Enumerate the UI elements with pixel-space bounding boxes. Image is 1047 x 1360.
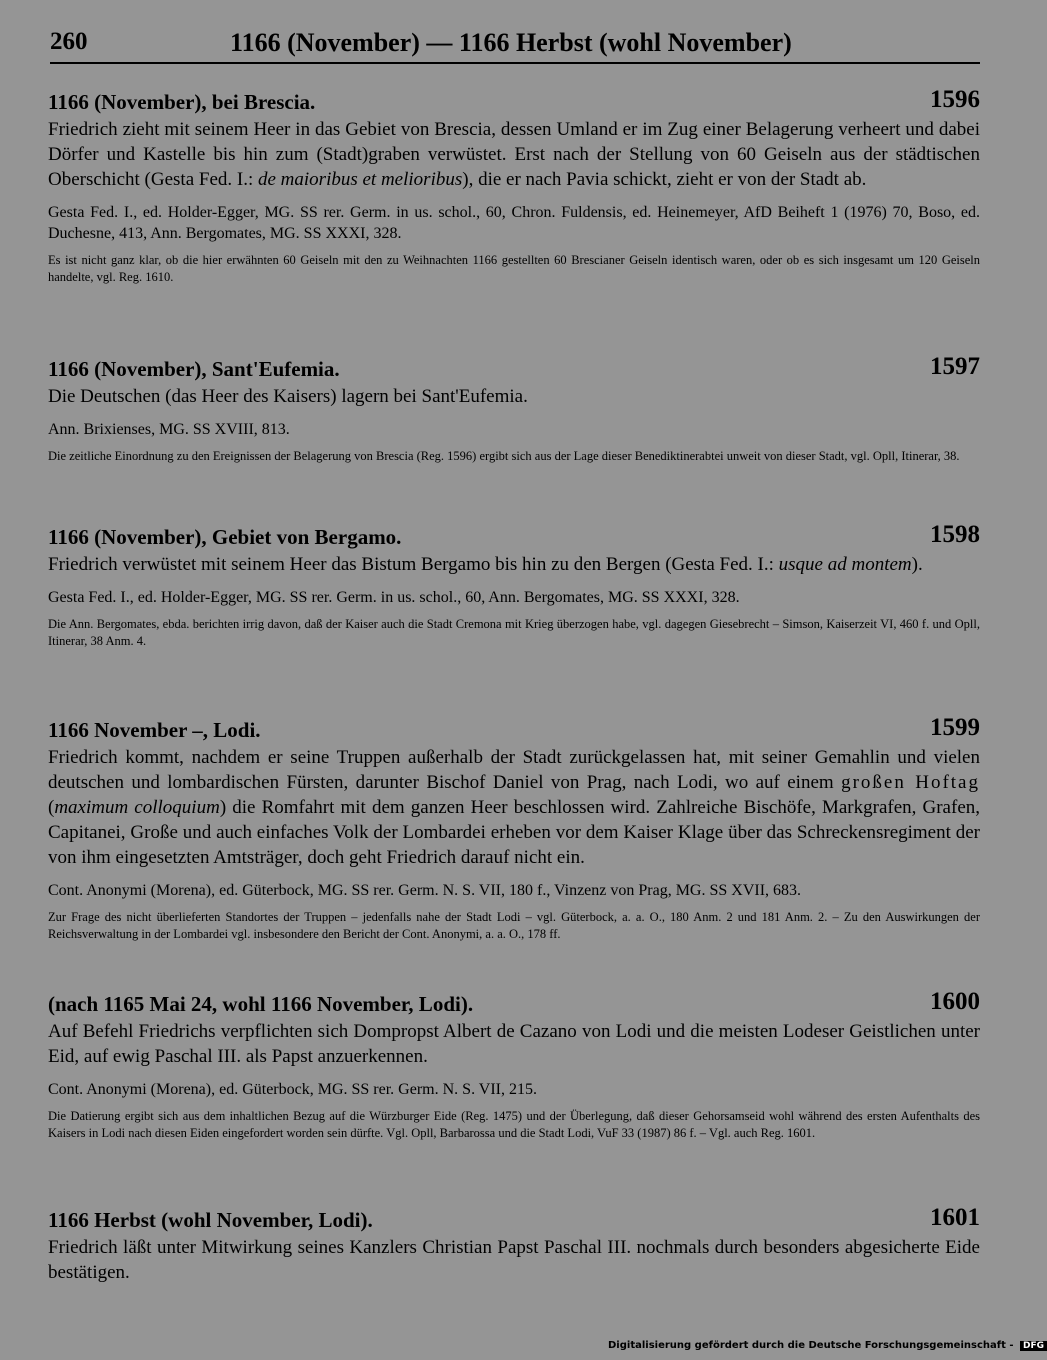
entry-title: (nach 1165 Mai 24, wohl 1166 November, Lodi). [48,992,474,1016]
entry-sources: Cont. Anonymi (Morena), ed. Güterbock, MG. SS rer. Germ. N. S. VII, 215. [48,1081,537,1098]
regest-entry-1597 [48,353,980,465]
entry-note: Die Datierung ergibt sich aus dem inhaltlichen Bezug auf die Würzburger Eide (Reg. 1475) und der Überlegung, daß dieser Gehorsamseid wohl während des ersten Aufenthalts des Kaisers in Lodi nach diesen Eiden eingefordert worden sein dürfte. Vgl. Opll, Barbarossa und die Stadt Lodi, VuF 33 (1987) 86 f. – Vgl. auch Reg. 1601. [48,1109,980,1140]
entry-title: 1166 (November), bei Brescia. [48,90,316,114]
entry-number: 1596 [930,86,980,113]
regest-entry-1599 [48,714,980,943]
page-number: 260 [50,28,88,55]
entry-note: Die zeitliche Einordnung zu den Ereignissen der Belagerung von Brescia (Reg. 1596) ergibt sich aus der Lage dieser Benediktinerabtei unweit von dieser Stadt, vgl. Opll, Itinerar, 38. [48,449,960,463]
entry-title: 1166 (November), Gebiet von Bergamo. [48,525,402,549]
regest-entry-1601 [48,1204,980,1285]
body-quote: usque ad montem [778,554,912,575]
entry-heading [48,521,980,549]
entry-number: 1600 [930,988,980,1015]
entry-number: 1597 [930,353,980,380]
regest-entry-1598 [48,521,980,650]
entry-sources: Gesta Fed. I., ed. Holder-Egger, MG. SS rer. Germ. in us. schol., 60, Ann. Bergomates, MG. SS XXXI, 328. [48,589,740,606]
body-text: ) die Romfahrt mit dem ganzen Heer beschlossen wird. Zahlreiche Bischöfe, Markgrafen, Grafen, Capitanei, Große und auch einfaches Volk der Lombardei erheben vor dem Kaiser Klage über das Schreckensregiment der von ihm eingesetzten Amtsträger, doch geht Friedrich darauf nicht ein. [48,797,980,868]
entry-sources: Gesta Fed. I., ed. Holder-Egger, MG. SS rer. Germ. in us. schol., 60, Chron. Fuldensis, ed. Heinemeyer, AfD Beiheft 1 (1976) 70, Boso, ed. Duchesne, 413, Ann. Bergomates, MG. SS XXXI, 328. [48,204,980,242]
entry-note: Zur Frage des nicht überlieferten Standortes der Truppen – jedenfalls nahe der Stadt Lodi – vgl. Güterbock, a. a. O., 180 Anm. 2 und 181 Anm. 2. – Zu den Auswirkungen der Reichsverwaltung in der Lombardei vgl. insbesondere den Bericht der Cont. Anonymi, a. a. O., 178 ff. [48,910,980,941]
entry-number: 1599 [930,714,980,741]
entry-heading [48,1204,980,1232]
entry-sources: Ann. Brixienses, MG. SS XVIII, 813. [48,421,290,438]
entry-body: Auf Befehl Friedrichs verpflichten sich Dompropst Albert de Cazano von Lodi und die meisten Lodeser Geistlichen unter Eid, auf ewig Paschal III. als Papst anzuerkennen. [48,1021,980,1067]
regest-entry-1596 [48,86,980,286]
entry-number: 1601 [930,1204,980,1231]
entry-heading [48,86,980,114]
dfg-logo: DFG [1020,1341,1047,1351]
entry-title: 1166 (November), Sant'Eufemia. [48,357,340,381]
entry-sources: Cont. Anonymi (Morena), ed. Güterbock, MG. SS rer. Germ. N. S. VII, 180 f., Vinzenz von Prag, MG. SS XVII, 683. [48,882,802,899]
entry-title: 1166 November –, Lodi. [48,718,261,742]
entry-body: Friedrich läßt unter Mitwirkung seines Kanzlers Christian Papst Paschal III. nochmals durch besonders abgesicherte Eide bestätigen. [48,1237,980,1283]
entry-heading [48,714,980,742]
entry-body: Die Deutschen (das Heer des Kaisers) lagern bei Sant'Eufemia. [48,386,528,407]
body-quote: de maioribus et melioribus [258,169,463,190]
body-text: ), die er nach Pavia schickt, zieht er von der Stadt ab. [462,169,867,190]
entry-title: 1166 Herbst (wohl November, Lodi). [48,1208,373,1232]
body-text: Friedrich verwüstet mit seinem Heer das Bistum Bergamo bis hin zu den Bergen (Gesta Fed. I.: [48,554,779,575]
regest-entry-1600 [48,988,980,1142]
footer-text: Digitalisierung gefördert durch die Deutsche Forschungsgemeinschaft - [608,1340,1014,1351]
body-text: ). [911,554,923,575]
entry-heading [48,353,980,381]
body-text: Friedrich zieht mit seinem Heer in das Gebiet von Brescia, dessen Umland er im Zug einer Belagerung verheert und dabei Dörfer und Kastelle bis hin zum (Stadt)graben verwüstet. Erst nach der Stellung von 60 Geiseln aus der städtischen Oberschicht (Gesta Fed. I.: [48,119,980,190]
body-quote: maximum colloquium [54,797,220,818]
entry-heading [48,988,980,1016]
entry-body [48,552,980,577]
body-text: ( [48,797,55,818]
funding-footer [608,1340,1047,1351]
page-header [50,26,980,64]
entry-body [48,117,980,192]
body-text: Friedrich kommt, nachdem er seine Truppen außerhalb der Stadt zurückgelassen hat, mit seiner Gemahlin und vielen deutschen und lombardischen Fürsten, darunter Bischof Daniel von Prag, nach Lodi, wo auf einem [48,747,980,793]
entry-note: Die Ann. Bergomates, ebda. berichten irrig davon, daß der Kaiser auch die Stadt Cremona mit Krieg überzogen habe, vgl. dagegen Giesebrecht – Simson, Kaiserzeit VI, 460 f. und Opll, Itinerar, 38 Anm. 4. [48,617,980,648]
running-title: 1166 (November) — 1166 Herbst (wohl November) [230,28,792,57]
body-spaced-text: großen Hoftag [841,772,980,793]
entry-number: 1598 [930,521,980,548]
entry-body [48,745,980,870]
entry-note: Es ist nicht ganz klar, ob die hier erwähnten 60 Geiseln mit den zu Weihnachten 1166 gestellten 60 Brescianer Geiseln identisch waren, oder ob es sich insgesamt um 120 Geiseln handelte, vgl. Reg. 1610. [48,253,980,284]
